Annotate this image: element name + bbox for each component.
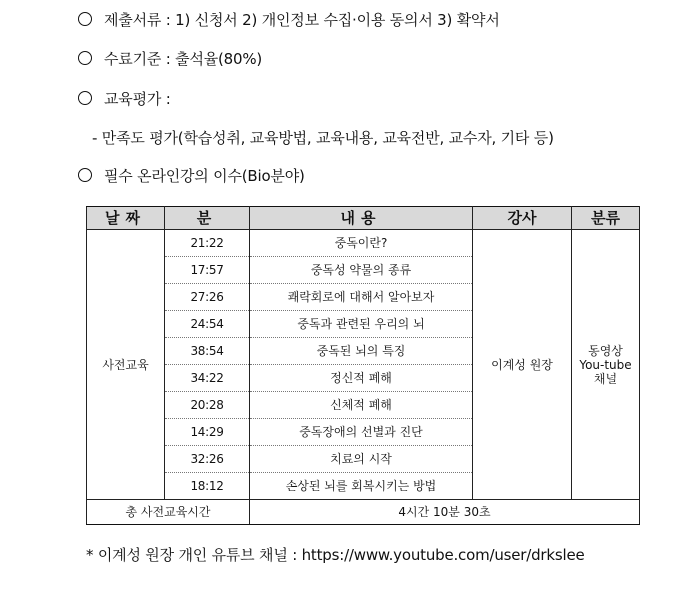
- lecture-time: 27:26: [165, 284, 250, 311]
- total-row: [87, 500, 640, 525]
- total-value: 4시간 10분 30초: [250, 500, 640, 525]
- documents-text: 제출서류 : 1) 신청서 2) 개인정보 수집·이용 동의서 3) 확약서: [104, 11, 500, 29]
- lecture-title: 정신적 폐해: [250, 365, 473, 392]
- header-content: 내용: [250, 207, 473, 230]
- lecture-title: 쾌락회로에 대해서 알아보자: [250, 284, 473, 311]
- lecture-time: 14:29: [165, 419, 250, 446]
- lecture-time: 34:22: [165, 365, 250, 392]
- lecture-time: 17:57: [165, 257, 250, 284]
- header-category: 분류: [572, 207, 640, 230]
- category-line2: You-tube: [579, 357, 632, 372]
- circle-bullet-icon: [78, 168, 92, 182]
- documents-item: [78, 10, 500, 30]
- completion-text: 수료기준 : 출석율(80%): [104, 50, 263, 68]
- category-cell: [572, 230, 640, 500]
- total-label: 총 사전교육시간: [87, 500, 250, 525]
- session-label: 사전교육: [87, 230, 165, 500]
- evaluation-sub-item: [92, 128, 554, 148]
- header-minutes: 분: [165, 207, 250, 230]
- lecture-time: 38:54: [165, 338, 250, 365]
- category-line1: 동영상: [588, 343, 623, 358]
- instructor-name: 이계성 원장: [473, 230, 572, 500]
- lecture-title: 중독이란?: [250, 230, 473, 257]
- lecture-title: 치료의 시작: [250, 446, 473, 473]
- circle-bullet-icon: [78, 51, 92, 65]
- header-instructor: 강사: [473, 207, 572, 230]
- lecture-title: 중독장애의 선별과 진단: [250, 419, 473, 446]
- category-line3: 채널: [593, 371, 618, 386]
- required-course-text: 필수 온라인강의 이수(Bio분야): [104, 167, 305, 185]
- lecture-time: 21:22: [165, 230, 250, 257]
- lecture-time: 32:26: [165, 446, 250, 473]
- footnote: * 이계성 원장 개인 유튜브 채널 : https://www.youtube.com/user/drkslee: [86, 546, 585, 564]
- completion-item: [78, 49, 262, 69]
- evaluation-sub-text: - 만족도 평가(학습성취, 교육방법, 교육내용, 교육전반, 교수자, 기타 등): [92, 129, 554, 147]
- required-course-item: [78, 166, 305, 186]
- lecture-title: 중독과 관련된 우리의 뇌: [250, 311, 473, 338]
- lecture-time: 20:28: [165, 392, 250, 419]
- table-header-row: [87, 207, 640, 230]
- circle-bullet-icon: [78, 91, 92, 105]
- lecture-title: 중독성 약물의 종류: [250, 257, 473, 284]
- evaluation-item: [78, 89, 171, 109]
- header-date: 날짜: [87, 207, 165, 230]
- lecture-title: 중독된 뇌의 특징: [250, 338, 473, 365]
- lecture-title: 신체적 폐해: [250, 392, 473, 419]
- lecture-table: [86, 206, 640, 525]
- lecture-time: 24:54: [165, 311, 250, 338]
- table-row: [87, 230, 640, 257]
- evaluation-text: 교육평가 :: [104, 90, 171, 108]
- lecture-time: 18:12: [165, 473, 250, 500]
- circle-bullet-icon: [78, 12, 92, 26]
- lecture-title: 손상된 뇌를 회복시키는 방법: [250, 473, 473, 500]
